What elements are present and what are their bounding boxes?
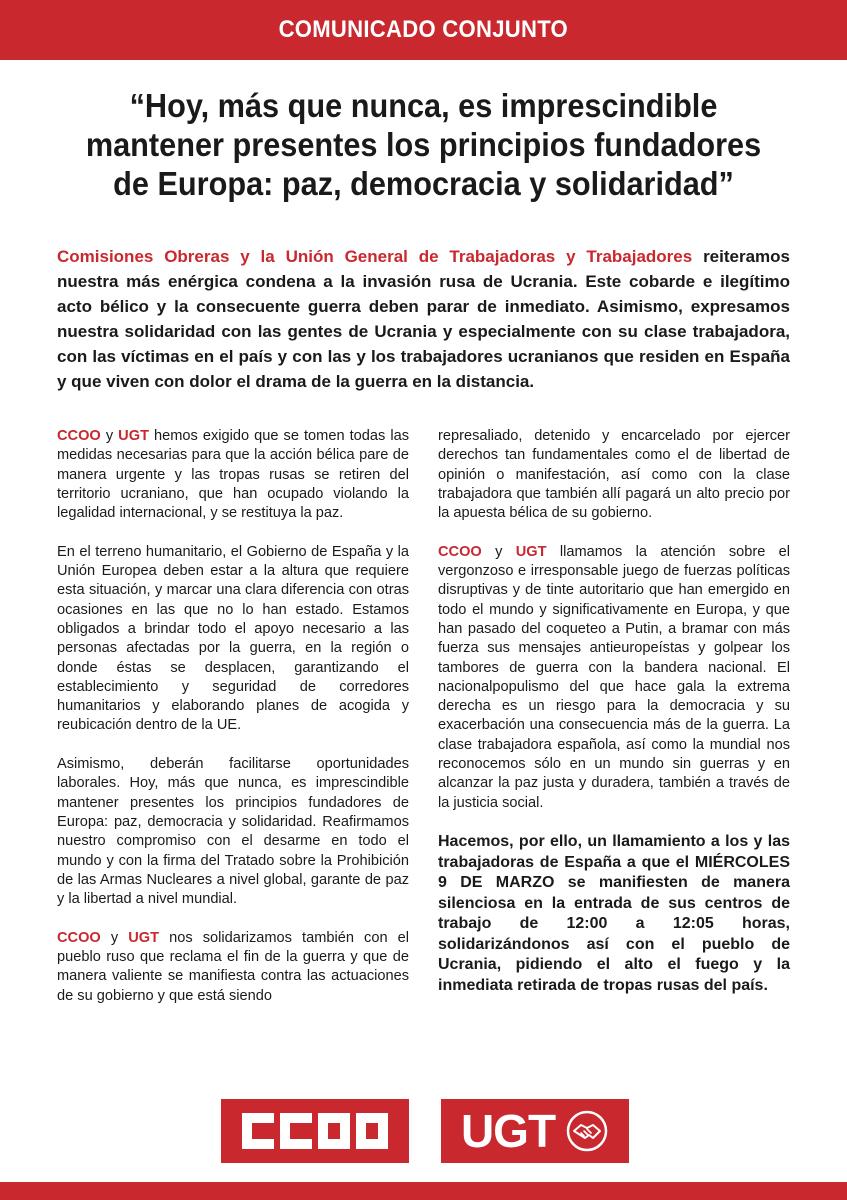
right-p2-text: llamamos la atención sobre el vergonzoso e irresponsable juego de fuerzas políticas disruptivas y de tinte autoritario que han emergido en todo el mundo y significativamente en Europa, y que han pasado del coqueteo a Putin, a bramar con más fuerza sus mensajes antieuropeístas y golpear los tambores de guerra con la bandera nacional. El nacionalpopulismo del que hace gala la extrema derecha es un riesgo para la democracia y su exacerbación una consecuencia más de la guerra. La clase trabajadora española, así como la mundial nos reconocemos sólo en un mundo sin guerras y en alcanzar la paz justa y duradera, también a través de la justicia social.: [438, 543, 791, 811]
left-paragraph-4: [57, 929, 409, 1006]
conjunction: y: [481, 543, 516, 560]
ccoo-wordmark: [240, 1111, 390, 1151]
ugt-wordmark: UGT: [460, 1105, 556, 1157]
headline-quote: “Hoy, más que nunca, es imprescindible mantener presentes los principios fundadores de Europa: paz, democracia y solidaridad”: [85, 87, 762, 202]
left-paragraph-3: Asimismo, deberán facilitarse oportunidades laborales. Hoy, más que nunca, es imprescindible mantener presentes los principios fundadores de Europa: paz, democracia y solidaridad. Reafirmamos nuestro compromiso con el desarme en todo el mundo y con la firma del Tratado sobre la Prohibición de las Armas Nucleares a nivel global, garante de paz y la libertad a nivel mundial.: [57, 756, 409, 908]
ccoo-logo: [221, 1099, 409, 1163]
conjunction: y: [100, 929, 129, 946]
org-ccoo: CCOO: [438, 543, 482, 560]
lead-orgs: Comisiones Obreras y la Unión General de Trabajadoras y Trabajadores: [57, 247, 693, 266]
handshake-icon: [565, 1109, 609, 1153]
org-ccoo: CCOO: [57, 929, 101, 946]
org-ugt: UGT: [128, 929, 160, 946]
call-to-action: Hacemos, por ello, un llamamiento a los y las trabajadoras de España a que el MIÉRCOLES 9 DE MARZO se manifiesten de manera silenciosa en la entrada de sus centros de trabajo de 12:00 a 12:05 horas, solidarizándonos así con el pueblo de Ucrania, pidiendo el alto el fuego y la inmediata retirada de tropas rusas del país.: [438, 833, 790, 994]
right-paragraph-1: represaliado, detenido y encarcelado por ejercer derechos tan fundamentales como el de libertad de opinión o manifestación, así como con la clase trabajadora que también allí pagará un alto precio por la apuesta bélica de su gobierno.: [438, 428, 790, 522]
right-paragraph-2: [438, 543, 790, 813]
org-ugt: UGT: [515, 543, 547, 560]
lead-paragraph: [57, 244, 790, 394]
header-title: COMUNICADO CONJUNTO: [278, 16, 569, 43]
ugt-logo: [441, 1099, 629, 1163]
left-paragraph-1: [57, 427, 409, 523]
left-column: [57, 427, 409, 1025]
org-ccoo: CCOO: [57, 428, 101, 444]
lead-text: reiteramos nuestra más enérgica condena a la invasión rusa de Ucrania. Este cobarde e ilegítimo acto bélico y la consecuente guerra deben parar de inmediato. Asimismo, expresamos nuestra solidaridad con las gentes de Ucrania y especialmente con su clase trabajadora, con las víctimas en el país y con las y los trabajadores ucranianos que residen en España y que viven con dolor el drama de la guerra en la distancia.: [57, 247, 790, 391]
header-banner: [0, 0, 847, 60]
footer-bar: [0, 1182, 847, 1200]
org-ugt: UGT: [118, 428, 149, 444]
conjunction: y: [100, 428, 119, 444]
right-column: [438, 427, 790, 1016]
left-p4-text: nos solidarizamos también con el pueblo ruso que reclama el fin de la guerra y que de manera valiente se manifiesta contra las actuaciones de su gobierno y que está siendo: [57, 929, 410, 1004]
left-paragraph-2: En el terreno humanitario, el Gobierno de España y la Unión Europea deben estar a la altura que requiere esta situación, y marcar una clara diferencia con otras ocasiones en las que no lo han estado. Estamos obligados a brindar todo el apoyo necesario a las personas afectadas por la guerra, en la región o donde éstas se desplacen, garantizando el establecimiento y seguridad de corredores humanitarios y elaborando planes de acogida y reubicación dentro de la UE.: [57, 543, 409, 734]
left-p1-text: hemos exigido que se tomen todas las medidas necesarias para que la acción bélica pare de manera urgente y las tropas rusas se retiren del territorio ucraniano, que han ocupado violando la legalidad internacional, y se restituya la paz.: [57, 428, 409, 522]
